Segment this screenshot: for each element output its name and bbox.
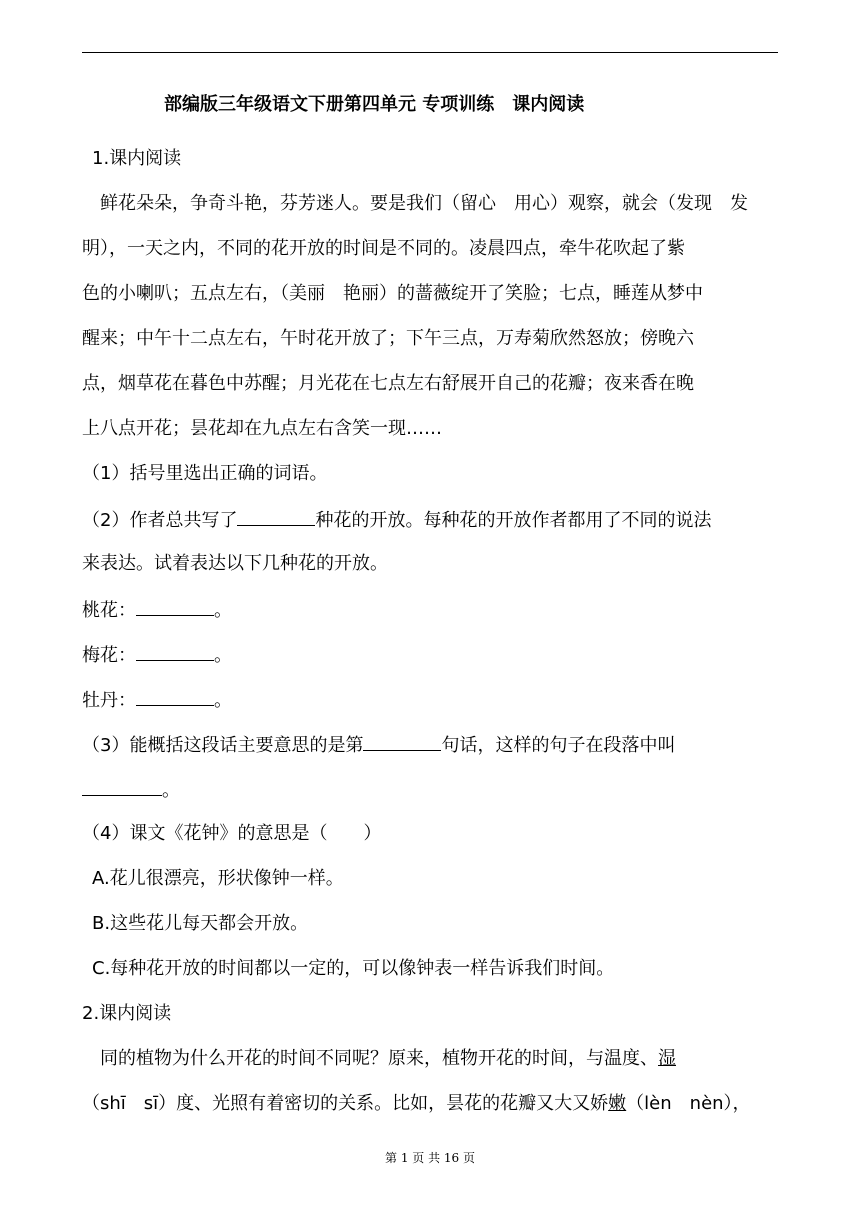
sub-question-4: （4）课文《花钟》的意思是（ ） [82,823,382,844]
passage-line-2: 明），一天之内，不同的花开放的时间是不同的。凌晨四点，牵牛花吹起了紫 [82,238,685,259]
sub-question-2: （2）作者总共写了 种花的开放。每种花的开放作者都用了不同的说法 [82,507,711,533]
page-footer: 第 1 页 共 16 页 [385,1151,475,1165]
answer-blank[interactable] [237,507,315,526]
passage-line-5: 点，烟草花在暮色中苏醒；月光花在七点左右舒展开自己的花瓣；夜来香在晚 [82,373,694,394]
sub-question-3-cont: 。 [82,777,180,803]
header-rule [82,52,778,53]
passage-line-4: 醒来；中午十二点左右，午时花开放了；下午三点，万寿菊欣然怒放；傍晚六 [82,328,694,349]
q2-passage-line-1: 同的植物为什么开花的时间不同呢？原来，植物开花的时间，与温度、湿 [82,1048,676,1069]
option-b: B.这些花儿每天都会开放。 [92,913,309,934]
question-1-heading: 1.课内阅读 [92,148,182,169]
sub-question-1: （1）括号里选出正确的词语。 [82,463,328,484]
question-2-heading: 2.课内阅读 [82,1003,172,1024]
flower-line-peach: 桃花： 。 [82,597,232,623]
sub-question-2-cont: 来表达。试着表达以下几种花的开放。 [82,553,388,574]
passage-line-6: 上八点开花；昙花却在九点左右含笑一现…… [82,418,442,439]
option-a: A.花儿很漂亮，形状像钟一样。 [92,868,344,889]
flower-line-plum: 梅花： 。 [82,642,232,668]
q2-passage-line-2: （shī sī）度、光照有着密切的关系。比如，昙花的花瓣又大又娇嫩（lèn nèn）， [82,1093,751,1114]
flower-line-peony: 牡丹： 。 [82,687,232,713]
answer-blank[interactable] [82,777,162,796]
answer-blank[interactable] [363,732,441,751]
sub-question-3: （3）能概括这段话主要意思的是第 句话，这样的句子在段落中叫 [82,732,675,758]
page-title: 部编版三年级语文下册第四单元 专项训练 课内阅读 [164,94,585,115]
option-c: C.每种花开放的时间都以一定的，可以像钟表一样告诉我们时间。 [92,958,615,979]
answer-blank[interactable] [136,642,214,661]
passage-line-1: 鲜花朵朵，争奇斗艳，芬芳迷人。要是我们（留心 用心）观察，就会（发现 发 [82,193,748,214]
passage-line-3: 色的小喇叭；五点左右，（美丽 艳丽）的蔷薇绽开了笑脸；七点，睡莲从梦中 [82,283,703,304]
answer-blank[interactable] [136,597,214,616]
answer-blank[interactable] [136,687,214,706]
